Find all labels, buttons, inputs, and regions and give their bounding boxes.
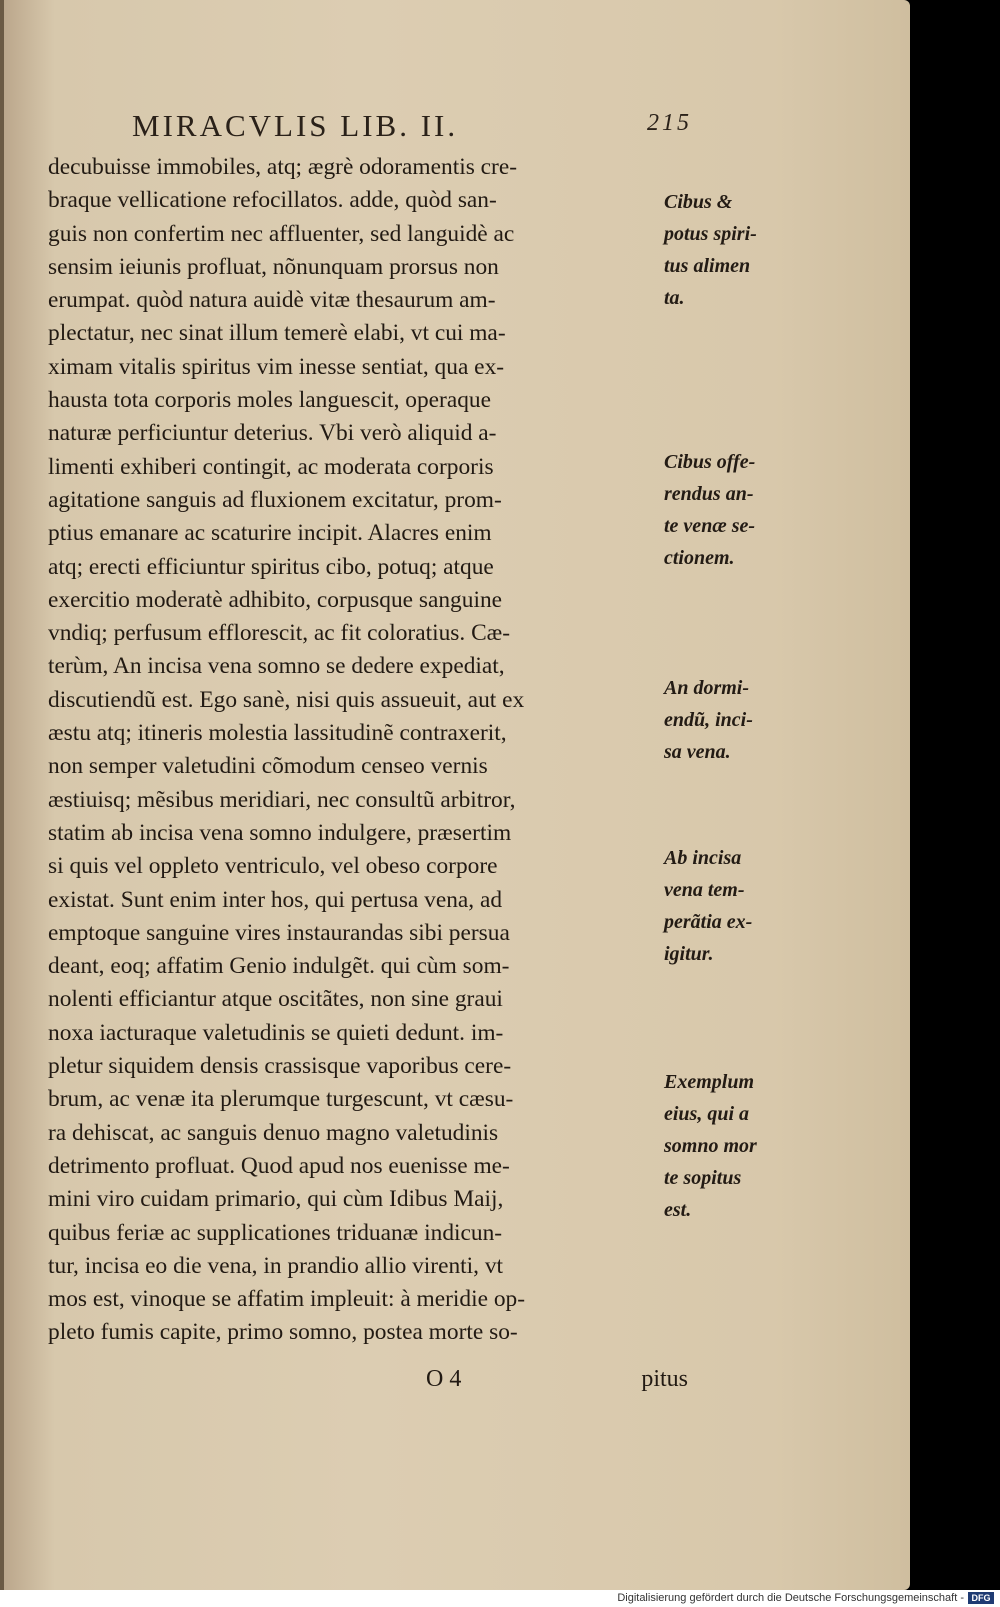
dfg-logo: DFG xyxy=(968,1592,994,1604)
text-line: emptoque sanguine vires instaurandas sibi persua xyxy=(48,919,510,946)
marginal-note-line: eius, qui a xyxy=(664,1103,750,1125)
marginal-note-line: te sopitus xyxy=(664,1167,742,1189)
text-line: noxa iacturaque valetudinis se quieti dedunt. im- xyxy=(48,1019,504,1046)
running-title: MIRACVLIS LIB. II. xyxy=(132,108,459,143)
text-line: plectatur, nec sinat illum temerè elabi, vt cui ma- xyxy=(48,320,506,347)
marginal-note-line: endũ, inci- xyxy=(664,709,753,731)
text-line: quibus feriæ ac supplicationes triduanæ indicun- xyxy=(48,1219,503,1246)
marginal-note-line: Exemplum xyxy=(664,1071,755,1093)
text-line: æstiuisq; mẽsibus meridiari, nec consultũ arbitror, xyxy=(48,786,516,813)
digitization-credit-text: Digitalisierung gefördert durch die Deutsche Forschungsgemeinschaft - xyxy=(617,1592,964,1604)
text-line: pleto fumis capite, primo somno, postea morte so- xyxy=(48,1319,518,1346)
marginal-note-line: vena tem- xyxy=(664,879,745,901)
folio-number: 215 xyxy=(647,110,692,136)
text-line: brum, ac venæ ita plerumque turgescunt, vt cæsu- xyxy=(48,1086,514,1113)
marginal-note-an-dormiendum xyxy=(664,672,814,768)
text-line: tur, incisa eo die vena, in prandio allio virenti, vt xyxy=(48,1252,504,1279)
marginal-note-line: potus spiri- xyxy=(664,223,757,245)
marginal-note-line: An dormi- xyxy=(664,677,750,699)
marginal-note-cibus-offerendus xyxy=(664,446,814,574)
catchword: pitus xyxy=(641,1366,688,1392)
text-line: nolenti efficiantur atque oscitãtes, non sine graui xyxy=(48,986,503,1013)
text-line: pletur siquidem densis crassisque vaporibus cere- xyxy=(48,1053,512,1080)
text-line: limenti exhiberi contingit, ac moderata corporis xyxy=(48,453,494,480)
text-line: ximam vitalis spiritus vim inesse sentiat, qua ex- xyxy=(48,353,505,380)
text-line: sensim ieiunis profluat, nõnunquam prorsus non xyxy=(48,253,499,280)
marginal-note-line: Ab incisa xyxy=(664,847,742,869)
text-line: detrimento profluat. Quod apud nos euenisse me- xyxy=(48,1152,510,1179)
marginal-note-line: igitur. xyxy=(664,943,714,965)
text-line: guis non confertim nec affluenter, sed languidè ac xyxy=(48,220,515,247)
marginal-note-line: sa vena. xyxy=(664,741,731,763)
main-text-block xyxy=(48,151,668,1350)
text-line: si quis vel oppleto ventriculo, vel obeso corpore xyxy=(48,853,498,880)
text-line: vndiq; perfusum efflorescit, ac fit coloratius. Cæ- xyxy=(48,620,511,647)
text-line: mini viro cuidam primario, qui cùm Idibus Maij, xyxy=(48,1186,504,1213)
text-line: erumpat. quòd natura auidè vitæ thesaurum am- xyxy=(48,287,496,314)
text-line: ra dehiscat, ac sanguis denuo magno valetudinis xyxy=(48,1119,499,1146)
signature-mark: O 4 xyxy=(426,1366,462,1392)
marginal-note-line: ctionem. xyxy=(664,547,735,569)
text-line: statim ab incisa vena somno indulgere, præsertim xyxy=(48,819,512,846)
digitization-credit-bar xyxy=(0,1590,1000,1607)
marginal-note-line: te venæ se- xyxy=(664,515,756,537)
text-line: exercitio moderatè adhibito, corpusque sanguine xyxy=(48,586,503,613)
text-line: terùm, An incisa vena somno se dedere expediat, xyxy=(48,653,505,680)
marginal-note-ab-incisa xyxy=(664,842,814,970)
text-line: atq; erecti efficiuntur spiritus cibo, potuq; atque xyxy=(48,553,494,580)
page-gutter-edge xyxy=(0,0,4,1590)
marginal-note-line: Cibus & xyxy=(664,191,733,213)
marginal-note-line: somno mor xyxy=(664,1135,757,1157)
text-line: agitatione sanguis ad fluxionem excitatur, prom- xyxy=(48,486,502,513)
text-line: ptius emanare ac scaturire incipit. Alacres enim xyxy=(48,520,492,547)
marginal-note-line: perãtia ex- xyxy=(664,911,753,933)
page-header xyxy=(132,108,692,148)
page-footer xyxy=(48,1366,688,1400)
text-line: naturæ perficiuntur deterius. Vbi verò aliquid a- xyxy=(48,420,497,447)
text-line: mos est, vinoque se affatim impleuit: à meridie op- xyxy=(48,1286,526,1313)
text-line: discutiendũ est. Ego sanè, nisi quis assueuit, aut ex xyxy=(48,686,525,713)
text-line: decubuisse immobiles, atq; ægrè odoramentis cre- xyxy=(48,154,517,180)
marginal-note-line: ta. xyxy=(664,287,685,309)
marginal-note-line: tus alimen xyxy=(664,255,751,277)
marginal-note-line: Cibus offe- xyxy=(664,451,756,473)
text-line: non semper valetudini cõmodum censeo vernis xyxy=(48,753,488,780)
marginal-note-exemplum xyxy=(664,1066,814,1226)
text-line: braque vellicatione refocillatos. adde, quòd san- xyxy=(48,187,497,214)
marginal-note-line: est. xyxy=(664,1199,692,1221)
text-line: existat. Sunt enim inter hos, qui pertusa vena, ad xyxy=(48,886,503,913)
marginal-note-cibus-potus xyxy=(664,186,814,314)
text-line: æstu atq; itineris molestia lassitudinẽ contraxerit, xyxy=(48,720,507,747)
text-line: deant, eoq; affatim Genio indulgẽt. qui cùm som- xyxy=(48,953,510,980)
text-line: hausta tota corporis moles languescit, operaque xyxy=(48,387,491,414)
marginal-note-line: rendus an- xyxy=(664,483,754,505)
